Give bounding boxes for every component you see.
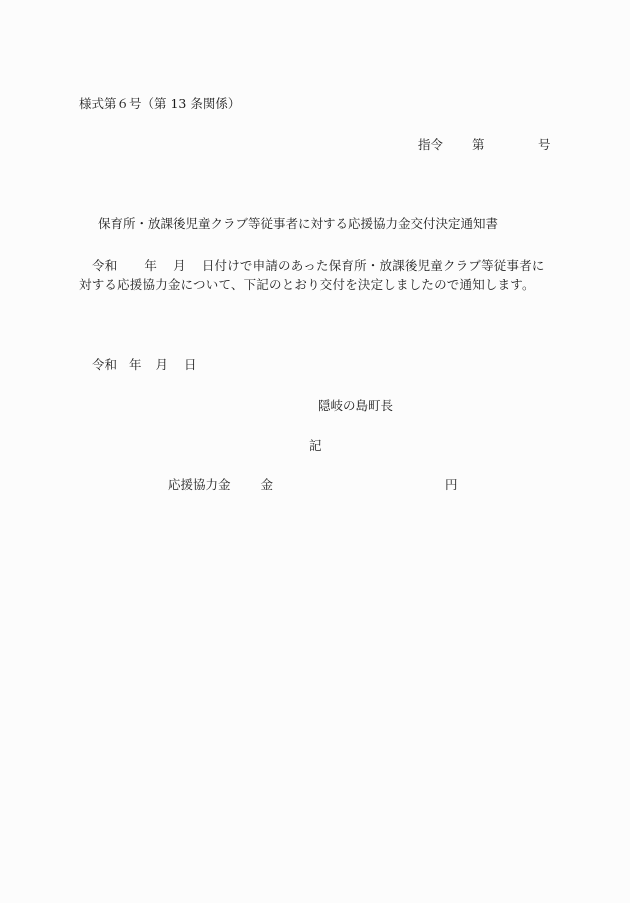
date-year-unit: 年: [129, 357, 142, 372]
directive-prefix: 指令: [418, 137, 444, 152]
directive-go: 号: [538, 137, 551, 152]
ki-heading: 記: [309, 438, 322, 453]
issuer-name: 隠岐の島町長: [318, 398, 394, 413]
directive-number: [418, 135, 551, 154]
amount-label: 応援協力金: [168, 477, 231, 492]
date-month-unit: 月: [155, 357, 169, 372]
date-day-unit: 日: [184, 357, 197, 372]
body-sentence: 付けで申請のあった保育所・放課後児童クラブ等従事者に対する応援協力金について、下記のとおり交付を決定しましたので通知します。: [79, 258, 545, 292]
date-line: [92, 355, 197, 374]
body-paragraph: [79, 256, 553, 294]
body-day-unit: 日: [201, 258, 215, 273]
form-number: 様式第６号（第 13 条関係）: [79, 96, 241, 111]
date-era: 令和: [92, 357, 118, 372]
amount-yen: 円: [445, 477, 458, 492]
document-title: 保育所・放課後児童クラブ等従事者に対する応援協力金交付決定通知書: [98, 216, 499, 231]
body-year-unit: 年: [144, 258, 158, 273]
directive-dai: 第: [472, 137, 485, 152]
body-era: 令和: [92, 258, 118, 273]
amount-line: [168, 475, 458, 494]
body-month-unit: 月: [173, 258, 186, 273]
amount-kin: 金: [260, 477, 274, 492]
